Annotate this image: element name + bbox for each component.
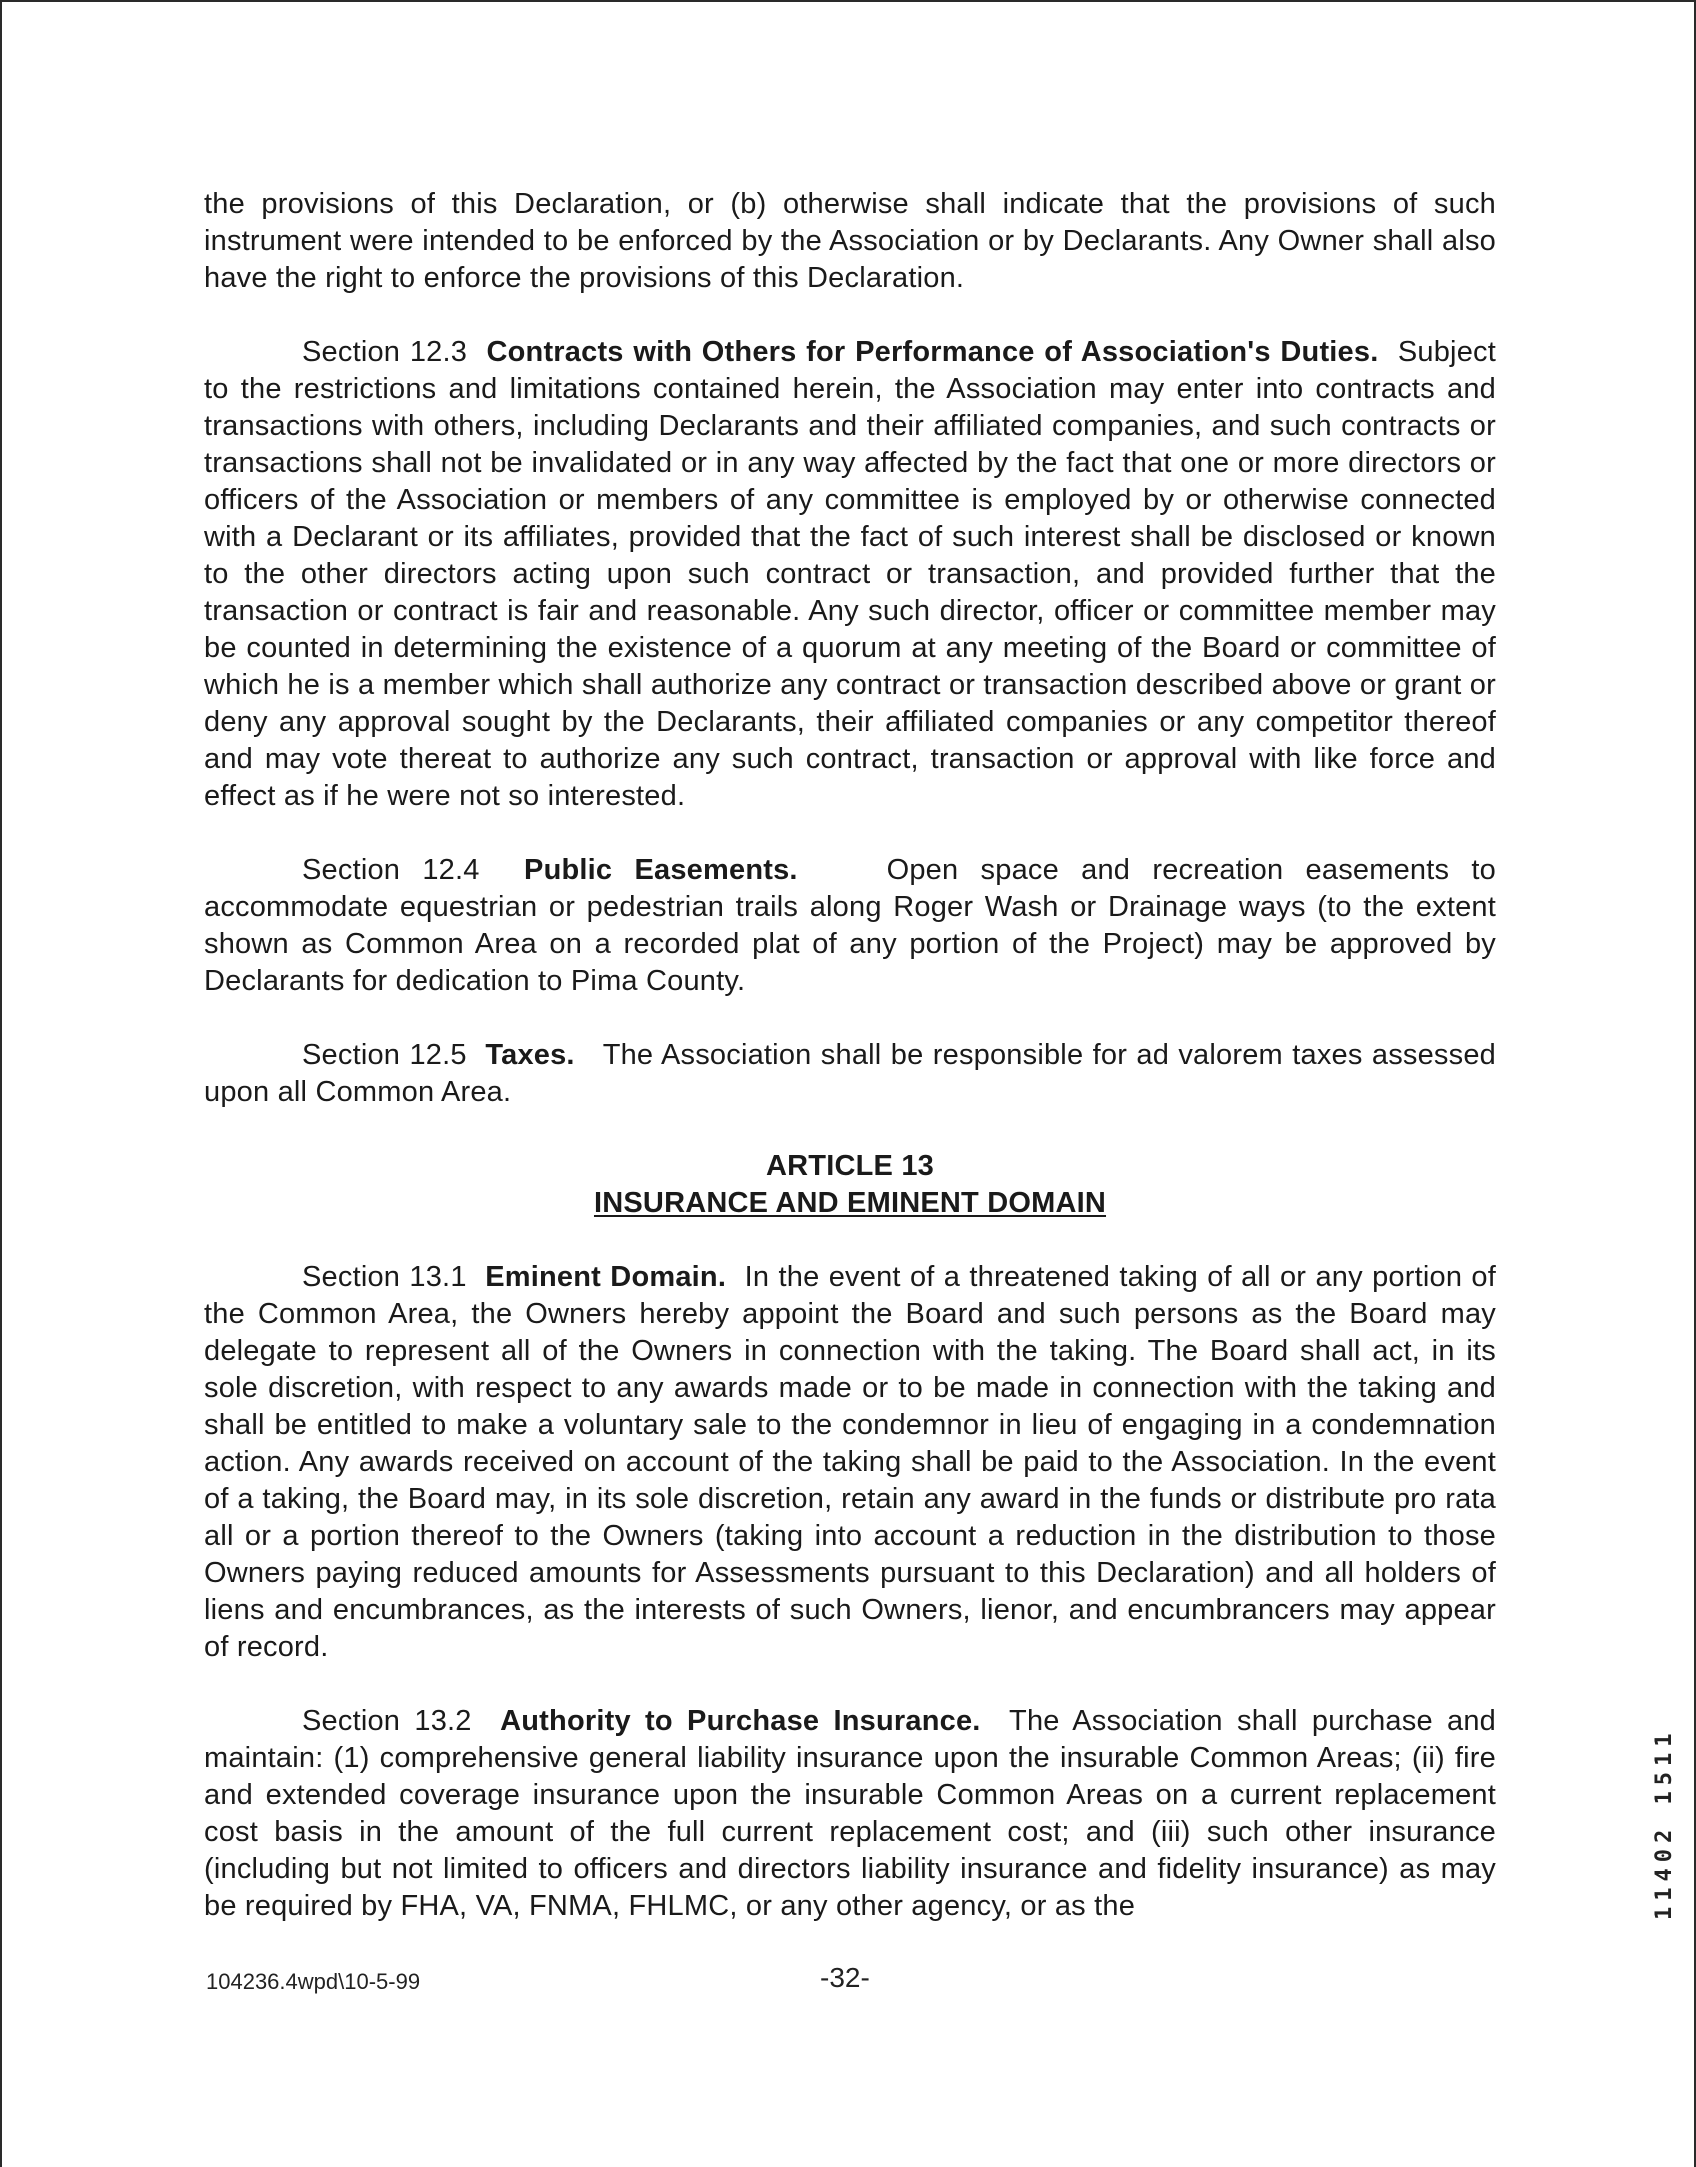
section-title: Public Easements. — [524, 854, 798, 886]
section-body: The Association shall purchase and maintain: (1) comprehensive general liability insurance upon the insurable Common Areas; (ii) fire and extended coverage insurance upon the insurable Common Areas on a current replacement cost basis in the amount of the full current replacement cost; and (iii) such other insurance (including but not limited to officers and directors liability insurance and fidelity insurance) as may be required by FHA, VA, FNMA, FHLMC, or any other agency, or as the — [204, 1705, 1497, 1922]
section-12-4 — [204, 852, 1496, 1000]
paragraph-continuation — [204, 186, 1496, 297]
article-heading — [204, 1148, 1496, 1222]
section-number: Section 13.1 — [302, 1261, 467, 1293]
document-body — [204, 186, 1496, 1962]
section-title: Eminent Domain. — [485, 1261, 727, 1293]
article-subtitle: INSURANCE AND EMINENT DOMAIN — [593, 1187, 1107, 1219]
paragraph-continuation-text: the provisions of this Declaration, or (b) otherwise shall indicate that the provisions of such instrument were intended to be enforced by the Association or by Declarants. Any Owner shall also have the right to enforce the provisions of this Declaration. — [204, 188, 1496, 294]
page-border-top — [0, 0, 1696, 2]
section-title: Contracts with Others for Performance of Association's Duties. — [486, 336, 1379, 368]
article-title: ARTICLE 13 — [766, 1150, 934, 1182]
section-12-3 — [204, 334, 1496, 815]
section-number: Section 12.5 — [302, 1039, 467, 1071]
recording-stamp: 11402 1511 — [1652, 1727, 1677, 1920]
footer-file-code: 104236.4wpd\10-5-99 — [206, 1969, 421, 1994]
section-title: Taxes. — [485, 1039, 575, 1071]
section-number: Section 12.3 — [302, 336, 468, 368]
section-13-1 — [204, 1259, 1496, 1666]
section-body: Subject to the restrictions and limitations contained herein, the Association may enter into contracts and transactions with others, including Declarants and their affiliated companies, and such contracts or transactions shall not be invalidated or in any way affected by the fact that one or more directors or officers of the Association or members of any committee is employed by or otherwise connected with a Declarant or its affiliates, provided that the fact of such interest shall be disclosed or known to the other directors acting upon such contract or transaction, and provided further that the transaction or contract is fair and reasonable. Any such director, officer or committee member may be counted in determining the existence of a quorum at any meeting of the Board or committee of which he is a member which shall authorize any contract or transaction described above or grant or deny any approval sought by the Declarants, their affiliated companies or any competitor thereof and may vote thereat to authorize any such contract, transaction or approval with like force and effect as if he were not so interested. — [204, 336, 1496, 812]
page-border-left — [0, 0, 2, 2167]
page-number: -32- — [820, 1962, 870, 1993]
section-number: Section 13.2 — [302, 1705, 472, 1737]
section-body: The Association shall be responsible for ad valorem taxes assessed upon all Common Area. — [204, 1039, 1496, 1108]
section-13-2 — [204, 1703, 1496, 1925]
section-title: Authority to Purchase Insurance. — [500, 1705, 981, 1737]
section-number: Section 12.4 — [302, 854, 480, 886]
section-body: Open space and recreation easements to accommodate equestrian or pedestrian trails along Roger Wash or Drainage ways (to the extent shown as Common Area on a recorded plat of any portion of the Project) may be approved by Declarants for dedication to Pima County. — [204, 854, 1496, 997]
section-body: In the event of a threatened taking of all or any portion of the Common Area, the Owners hereby appoint the Board and such persons as the Board may delegate to represent all of the Owners in connection with the taking. The Board shall act, in its sole discretion, with respect to any awards made or to be made in connection with the taking and shall be entitled to make a voluntary sale to the condemnor in lieu of engaging in a condemnation action. Any awards received on account of the taking shall be paid to the Association. In the event of a taking, the Board may, in its sole discretion, retain any award in the funds or distribute pro rata all or a portion thereof to the Owners (taking into account a reduction in the distribution to those Owners paying reduced amounts for Assessments pursuant to this Declaration) and all holders of liens and encumbrances, as the interests of such Owners, lienor, and encumbrancers may appear of record. — [204, 1261, 1497, 1663]
section-12-5 — [204, 1037, 1496, 1111]
